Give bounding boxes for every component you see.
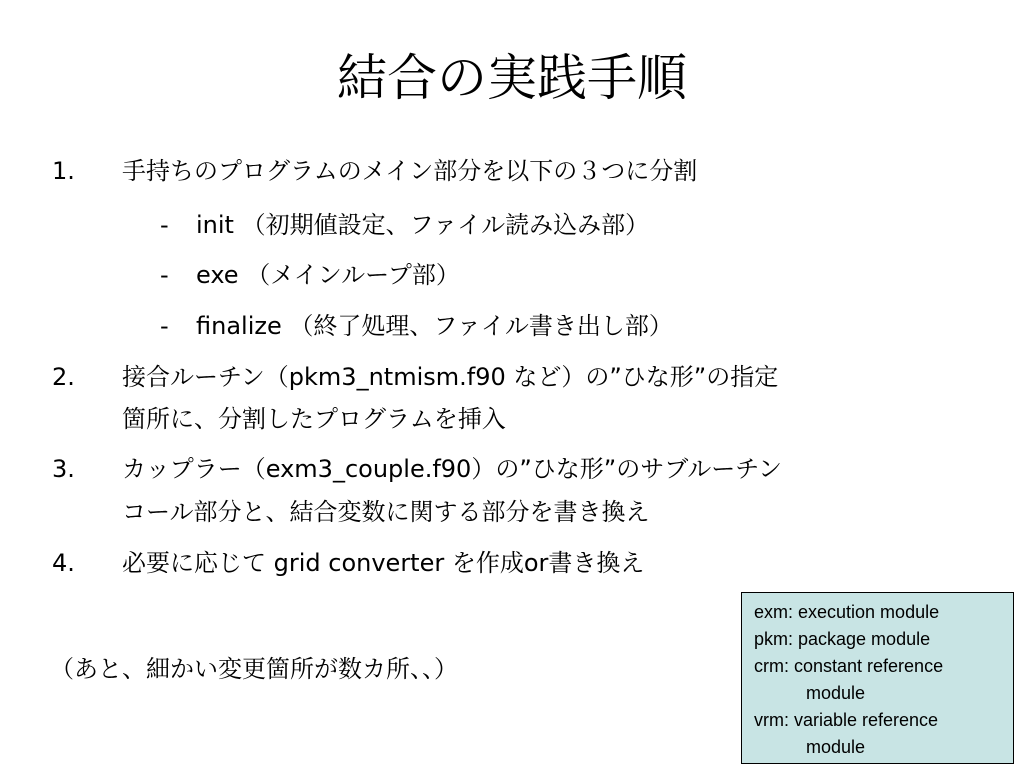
legend-line-crm: crm: constant reference — [754, 656, 944, 676]
subitem-dash-2: - — [160, 261, 169, 289]
legend-line-pkm: pkm: package module — [754, 629, 931, 649]
abbreviation-legend — [741, 592, 1014, 764]
subitem-dash-3: - — [160, 312, 169, 340]
list-item-2-line-1: 接合ルーチン（pkm3_ntmism.f90 など）の”ひな形”の指定 — [122, 363, 779, 391]
list-item-2-line-2: 箇所に、分割したプログラムを挿入 — [122, 405, 506, 433]
list-item-4-text: 必要に応じて grid converter を作成or書き換え — [122, 549, 645, 577]
list-item-3-line-1: カップラー（exm3_couple.f90）の”ひな形”のサブルーチン — [122, 455, 783, 483]
subitem-exe: exe （メインループ部） — [196, 261, 460, 289]
list-number-2: 2. — [52, 363, 75, 391]
note-text: （あと、細かい変更箇所が数カ所、、） — [50, 655, 458, 683]
slide-title: 結合の実践手順 — [337, 49, 687, 107]
subitem-finalize: finalize （終了処理、ファイル書き出し部） — [196, 312, 673, 340]
legend-line-vrm: vrm: variable reference — [754, 710, 939, 730]
subitem-dash-1: - — [160, 211, 169, 239]
list-number-4: 4. — [52, 549, 75, 577]
list-number-3: 3. — [52, 455, 75, 483]
legend-line-vrm-cont: module — [806, 737, 866, 757]
list-number-1: 1. — [52, 157, 75, 185]
legend-line-exm: exm: execution module — [754, 602, 940, 622]
legend-line-crm-cont: module — [806, 683, 866, 703]
list-item-3-line-2: コール部分と、結合変数に関する部分を書き換え — [122, 498, 650, 526]
subitem-init: init （初期値設定、ファイル読み込み部） — [196, 211, 650, 239]
list-item-1-text: 手持ちのプログラムのメイン部分を以下の３つに分割 — [122, 157, 698, 185]
